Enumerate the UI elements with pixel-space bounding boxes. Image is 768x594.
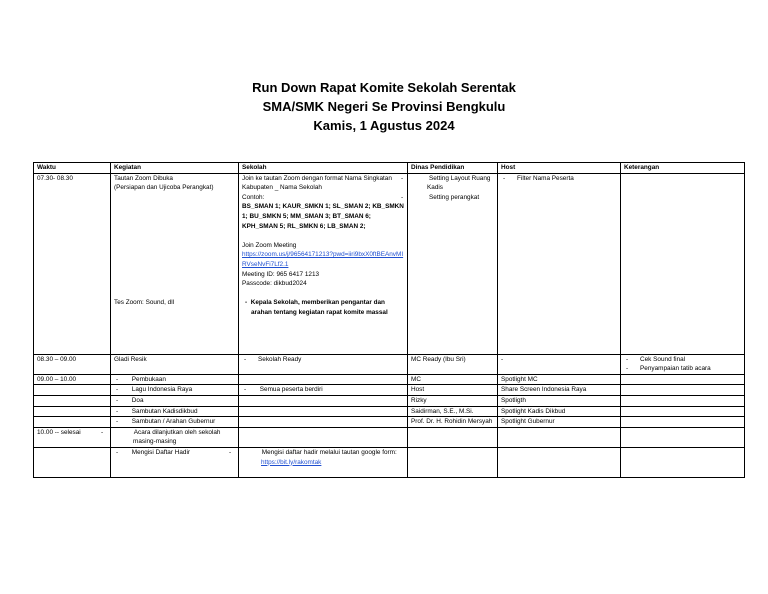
- cell-keterangan: [621, 395, 745, 406]
- title-line-3: Kamis, 1 Agustus 2024: [313, 118, 455, 133]
- cell-dinas: Saidirman, S.E., M.Si.: [408, 406, 498, 417]
- cell-kegiatan: - Doa: [111, 395, 239, 406]
- cell-kegiatan: Gladi Resik: [111, 354, 239, 374]
- table-row: [34, 406, 745, 417]
- cell-host: Spotlight Kadis Dikbud: [498, 406, 621, 417]
- cell-host: [498, 447, 621, 477]
- cell-keterangan: [621, 385, 745, 396]
- cell-host: Spotlight MC: [498, 374, 621, 385]
- cell-sekolah: Join ke tautan Zoom dengan format Nama Singkatan Kabupaten _ Nama Sekolah Contoh: BS_SMAN 1; KAUR_SMKN 1; SL_SMAN 2; KB_SMKN 1; BU_SMKN 5; MM_SMAN 3; BT_SMAN 6; KPH_SMAN 5; RL_SMKN 6; LB_SMAN 2; Join Zoom Meeting https://zoom.us/j/96564171213?pwd=iiri9bxX0ftBEAnvMIRVseNvFi7Lf2.1 Meeting ID: 965 6417 1213 Passcode: dikbud2024 - Kepala Sekolah, memberikan pengantar dan arahan tentang kegiatan rapat komite massal: [239, 173, 408, 354]
- cell-host: [498, 427, 621, 447]
- cell-kegiatan: Tautan Zoom Dibuka (Persiapan dan Ujicoba Perangkat) Tes Zoom: Sound, dll: [111, 173, 239, 354]
- cell-dinas: [408, 427, 498, 447]
- cell-host: Spotligth: [498, 395, 621, 406]
- table-row: [34, 385, 745, 396]
- rundown-table: [33, 162, 745, 478]
- cell-sekolah: - Sekolah Ready: [239, 354, 408, 374]
- cell-waktu: [34, 395, 111, 406]
- title-line-1: Run Down Rapat Komite Sekolah Serentak: [252, 80, 516, 95]
- cell-keterangan: - Cek Sound final - Penyampaian tatib acara: [621, 354, 745, 374]
- table-row: [34, 417, 745, 428]
- cell-kegiatan: - Pembukaan: [111, 374, 239, 385]
- cell-sekolah: [239, 406, 408, 417]
- cell-sekolah: [239, 417, 408, 428]
- cell-kegiatan: - Sambutan Kadisdikbud: [111, 406, 239, 417]
- cell-dinas: Rizky: [408, 395, 498, 406]
- cell-sekolah: - Mengisi daftar hadir melalui tautan google form: https://bit.ly/rakomtak: [239, 447, 408, 477]
- cell-keterangan: [621, 406, 745, 417]
- cell-host: Share Screen Indonesia Raya: [498, 385, 621, 396]
- cell-waktu: 08.30 – 09.00: [34, 354, 111, 374]
- cell-keterangan: [621, 417, 745, 428]
- header-keterangan: Keterangan: [621, 163, 745, 174]
- zoom-meeting-link[interactable]: https://zoom.us/j/96564171213?pwd=iiri9bxX0ftBEAnvMIRVseNvFi7Lf2.1: [242, 251, 404, 268]
- cell-waktu: 07.30- 08.30: [34, 173, 111, 354]
- cell-keterangan: [621, 427, 745, 447]
- cell-sekolah: [239, 395, 408, 406]
- cell-kegiatan: - Acara dilanjutkan oleh sekolah masing-masing: [111, 427, 239, 447]
- cell-waktu: [34, 385, 111, 396]
- table-row: [34, 427, 745, 447]
- google-form-link[interactable]: https://bit.ly/rakomtak: [261, 458, 322, 466]
- cell-sekolah: [239, 427, 408, 447]
- table-row: [34, 354, 745, 374]
- cell-kegiatan: - Lagu Indonesia Raya: [111, 385, 239, 396]
- cell-host: -: [498, 354, 621, 374]
- title-line-2: SMA/SMK Negeri Se Provinsi Bengkulu: [262, 99, 506, 114]
- cell-waktu: [34, 447, 111, 477]
- header-waktu: Waktu: [34, 163, 111, 174]
- cell-dinas: MC: [408, 374, 498, 385]
- header-kegiatan: Kegiatan: [111, 163, 239, 174]
- table-row: [34, 395, 745, 406]
- header-sekolah: Sekolah: [239, 163, 408, 174]
- cell-kegiatan: - Mengisi Daftar Hadir: [111, 447, 239, 477]
- cell-dinas: - Setting Layout Ruang Kadis - Setting perangkat: [408, 173, 498, 354]
- cell-waktu: 10.00 -- selesai: [34, 427, 111, 447]
- cell-dinas: [408, 447, 498, 477]
- header-dinas: Dinas Pendidikan: [408, 163, 498, 174]
- cell-waktu: [34, 406, 111, 417]
- cell-keterangan: [621, 173, 745, 354]
- header-host: Host: [498, 163, 621, 174]
- cell-waktu: [34, 417, 111, 428]
- cell-keterangan: [621, 447, 745, 477]
- cell-waktu: 09.00 – 10.00: [34, 374, 111, 385]
- table-row: [34, 374, 745, 385]
- table-header-row: [34, 163, 745, 174]
- cell-host: Spotlight Gubernur: [498, 417, 621, 428]
- table-row: [34, 173, 745, 354]
- table-row: [34, 447, 745, 477]
- cell-dinas: Prof. Dr. H. Rohidin Mersyah: [408, 417, 498, 428]
- cell-sekolah: [239, 374, 408, 385]
- cell-kegiatan: - Sambutan / Arahan Gubernur: [111, 417, 239, 428]
- document-title: [0, 78, 768, 135]
- cell-keterangan: [621, 374, 745, 385]
- cell-dinas: Host: [408, 385, 498, 396]
- cell-sekolah: - Semua peserta berdiri: [239, 385, 408, 396]
- cell-host: - Filter Nama Peserta: [498, 173, 621, 354]
- cell-dinas: MC Ready (Ibu Sri): [408, 354, 498, 374]
